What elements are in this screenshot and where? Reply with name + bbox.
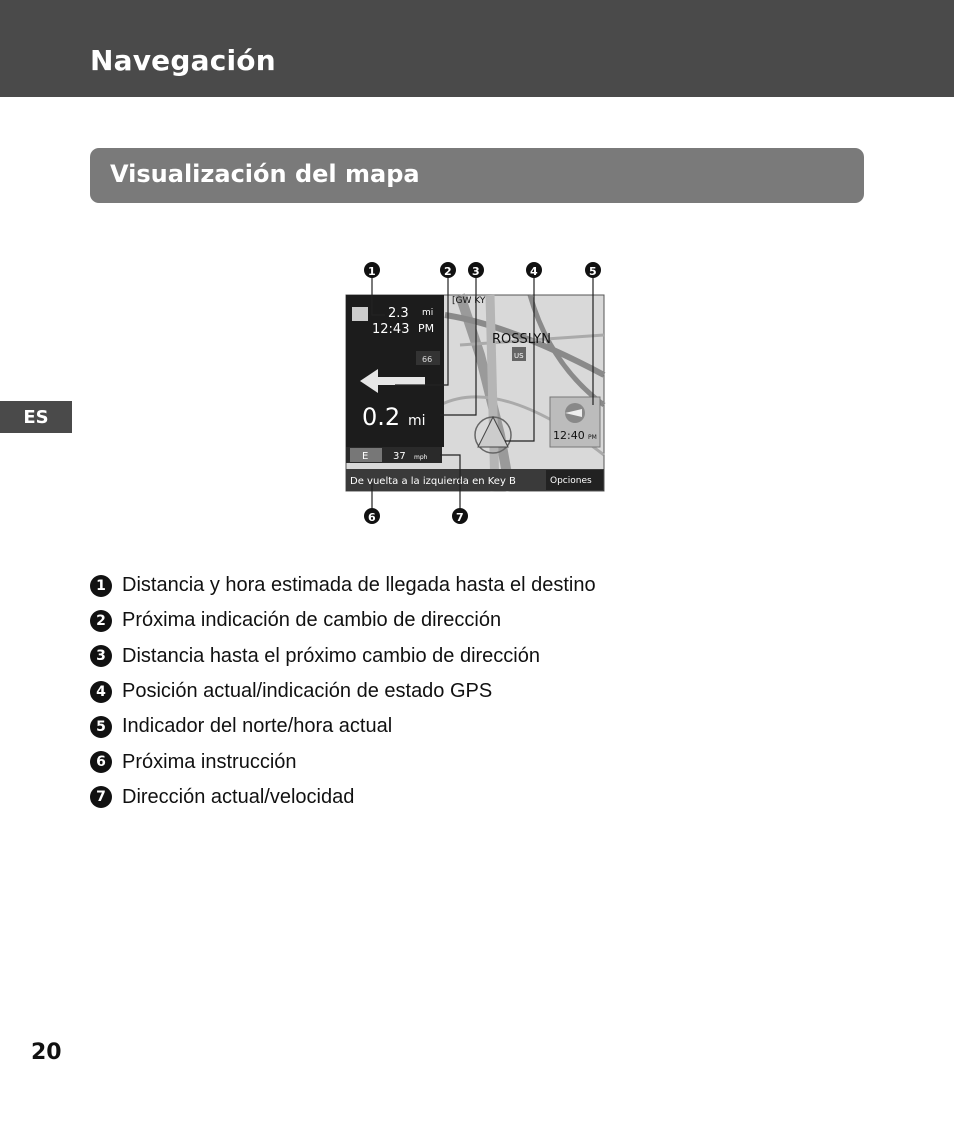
speed-unit: mph bbox=[414, 454, 428, 461]
section-header bbox=[90, 148, 864, 203]
legend-list bbox=[90, 568, 790, 815]
options-label: Opciones bbox=[550, 476, 592, 486]
legend-item bbox=[90, 603, 790, 638]
section-title: Visualización del mapa bbox=[110, 160, 420, 188]
turn-distance: 0.2 bbox=[362, 403, 401, 431]
page-title: Navegación bbox=[90, 44, 276, 77]
legend-item bbox=[90, 780, 790, 815]
current-time: 12:40 bbox=[553, 429, 585, 442]
distance-total: 2.3 bbox=[388, 306, 409, 321]
legend-text-1: Distancia y hora estimada de llegada hasta el destino bbox=[122, 574, 596, 597]
shield-label: US bbox=[514, 352, 524, 360]
heading: E bbox=[362, 451, 369, 462]
legend-text-5: Indicador del norte/hora actual bbox=[122, 715, 393, 738]
callout-4-label: 4 bbox=[530, 265, 538, 278]
legend-text-6: Próxima instrucción bbox=[122, 750, 297, 773]
legend-text-2: Próxima indicación de cambio de dirección bbox=[122, 609, 502, 632]
legend-badge-6: 6 bbox=[90, 751, 112, 773]
legend-badge-7: 7 bbox=[90, 786, 112, 808]
callout-1-label: 1 bbox=[368, 265, 376, 278]
legend-item bbox=[90, 568, 790, 603]
header-bar bbox=[0, 0, 954, 97]
current-period: PM bbox=[588, 434, 597, 441]
legend-badge-1: 1 bbox=[90, 575, 112, 597]
next-instruction: De vuelta a la izquierda en Key B bbox=[350, 476, 516, 487]
legend-text-3: Distancia hasta el próximo cambio de dirección bbox=[122, 644, 540, 667]
eta-period: PM bbox=[418, 322, 435, 335]
callout-2-label: 2 bbox=[444, 265, 452, 278]
legend-text-4: Posición actual/indicación de estado GPS bbox=[122, 680, 493, 703]
legend-item bbox=[90, 744, 790, 779]
callout-5-label: 5 bbox=[589, 265, 597, 278]
legend-badge-5: 5 bbox=[90, 716, 112, 738]
legend-badge-2: 2 bbox=[90, 610, 112, 632]
callout-7-label: 7 bbox=[456, 511, 464, 524]
callout-6-label: 6 bbox=[368, 511, 376, 524]
eta-time: 12:43 bbox=[372, 322, 410, 337]
distance-unit: mi bbox=[422, 308, 434, 318]
road-label: [GW KY bbox=[452, 296, 486, 306]
turn-unit: mi bbox=[408, 413, 426, 429]
speed: 37 bbox=[393, 451, 406, 462]
map-illustration bbox=[330, 255, 620, 530]
legend-badge-3: 3 bbox=[90, 645, 112, 667]
legend-item bbox=[90, 639, 790, 674]
callout-3-label: 3 bbox=[472, 265, 480, 278]
legend-item bbox=[90, 709, 790, 744]
navigation-screen-figure bbox=[330, 255, 620, 530]
legend-badge-4: 4 bbox=[90, 681, 112, 703]
route-badge: 66 bbox=[422, 355, 433, 364]
language-tab: ES bbox=[0, 401, 72, 433]
legend-text-7: Dirección actual/velocidad bbox=[122, 785, 355, 808]
legend-item bbox=[90, 674, 790, 709]
city-label: ROSSLYN bbox=[492, 332, 551, 347]
page-number: 20 bbox=[31, 1040, 62, 1065]
checkered-flag-icon bbox=[352, 307, 368, 321]
